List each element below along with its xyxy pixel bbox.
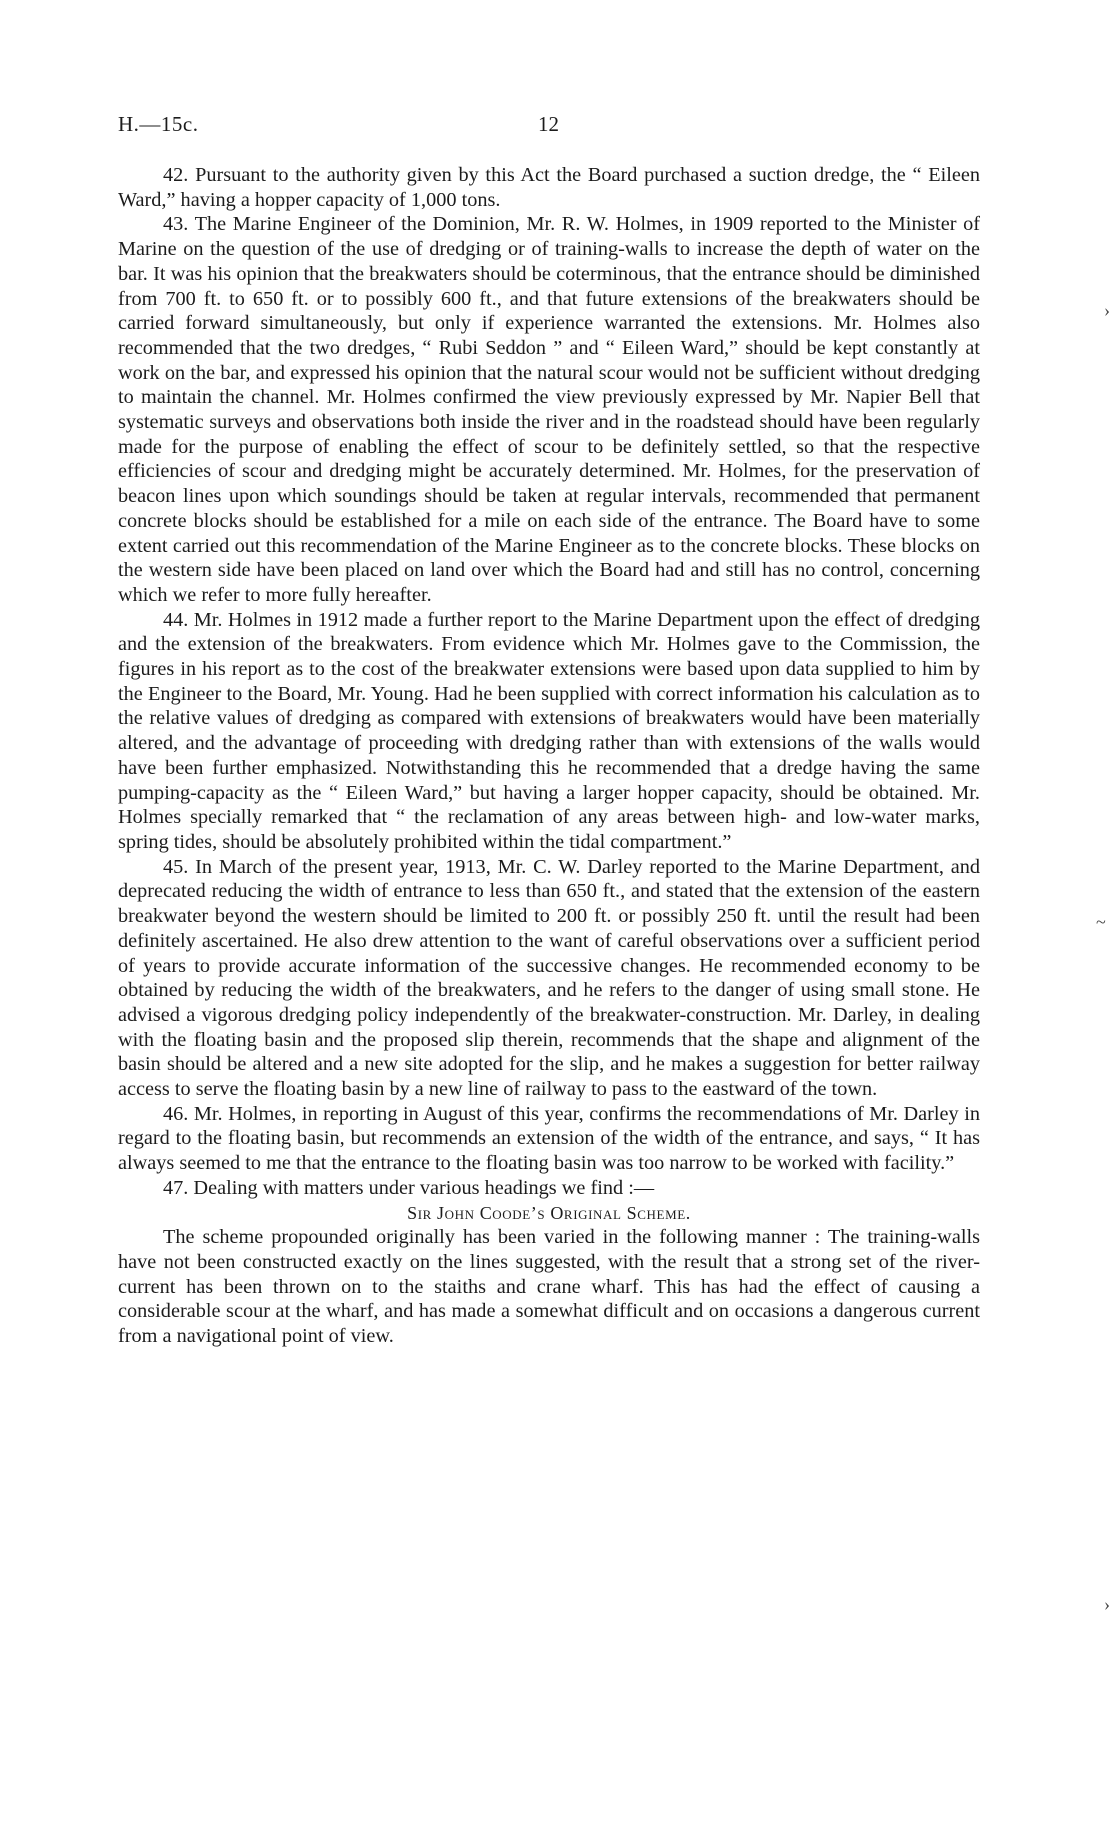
- margin-mark: ›: [1104, 300, 1110, 320]
- body-text: [118, 163, 980, 1349]
- document-reference: H.—15c.: [118, 112, 199, 136]
- page-header: [118, 112, 980, 142]
- page-number: 12: [538, 112, 559, 136]
- margin-mark: ›: [1104, 1594, 1110, 1614]
- paragraph-45: 45. In March of the present year, 1913, Mr. C. W. Darley reported to the Marine Department, and deprecated reducing the width of entrance to less than 650 ft., and stated that the extension of the eastern breakwater beyond the western should be limited to 200 ft. or possibly 250 ft. until the result had been definitely ascertained. He also drew attention to the want of careful observations over a sufficient period of years to provide accurate information of the successive changes. He recommended economy to be obtained by reducing the width of the breakwaters, and he refers to the danger of using small stone. He advised a vigorous dredging policy independently of the breakwater-construction. Mr. Darley, in dealing with the floating basin and the proposed slip therein, recommends that the shape and alignment of the basin should be altered and a new site adopted for the slip, and he makes a suggestion for better railway access to serve the floating basin by a new line of railway to pass to the eastward of the town.: [118, 855, 980, 1101]
- paragraph-47: 47. Dealing with matters under various headings we find :—: [163, 1176, 655, 1199]
- section-paragraph: The scheme propounded originally has been varied in the following manner : The training-walls have not been constructed exactly on the lines suggested, with the result that a strong set of the river-current has been thrown on to the staiths and crane wharf. This has had the effect of causing a considerable scour at the wharf, and has made a somewhat difficult and on occasions a dangerous current from a navigational point of view.: [118, 1226, 980, 1348]
- paragraph-44: 44. Mr. Holmes in 1912 made a further report to the Marine Department upon the effect of dredging and the extension of the breakwaters. From evidence which Mr. Holmes gave to the Commission, the figures in his report as to the cost of the breakwater extensions were based upon data supplied to him by the Engineer to the Board, Mr. Young. Had he been supplied with correct information his calculation as to the relative values of dredging as compared with extensions of breakwaters would have been materially altered, and the advantage of proceeding with dredging rather than with extensions of the walls would have been further emphasized. Notwithstanding this he recommended that a dredge having the same pumping-capacity as the “ Eileen Ward,” but having a larger hopper capacity, should be obtained. Mr. Holmes specially remarked that “ the reclamation of any areas between high- and low-water marks, spring tides, should be absolutely prohibited within the tidal compartment.”: [118, 608, 980, 853]
- section-heading: Sir John Coode’s Original Scheme.: [407, 1202, 691, 1223]
- paragraph-46: 46. Mr. Holmes, in reporting in August of this year, confirms the recommendations of Mr. Darley in regard to the floating basin, but recommends an extension of the width of the entrance, and says, “ It has always seemed to me that the entrance to the floating basin was too narrow to be worked with facility.”: [118, 1102, 980, 1175]
- paragraph-43: 43. The Marine Engineer of the Dominion, Mr. R. W. Holmes, in 1909 reported to the Minister of Marine on the question of the use of dredging or of training-walls to increase the depth of water on the bar. It was his opinion that the breakwaters should be coterminous, that the entrance should be diminished from 700 ft. to 650 ft. or to possibly 600 ft., and that future extensions of the breakwaters should be carried forward simultaneously, but only if experience warranted the extensions. Mr. Holmes also recommended that the two dredges, “ Rubi Seddon ” and “ Eileen Ward,” should be kept constantly at work on the bar, and expressed his opinion that the natural scour would not be sufficient without dredging to maintain the channel. Mr. Holmes confirmed the view previously expressed by Mr. Napier Bell that systematic surveys and observations both inside the river and in the roadstead should have been regularly made for the purpose of enabling the effect of scour to be definitely settled, so that the respective efficiencies of scour and dredging might be accurately determined. Mr. Holmes, for the preservation of beacon lines upon which soundings should be taken at regular intervals, recommended that permanent concrete blocks should be established for a mile on each side of the entrance. The Board have to some extent carried out this recommendation of the Marine Engineer as to the concrete blocks. These blocks on the western side have been placed on land over which the Board had and still has no control, concerning which we refer to more fully hereafter.: [118, 213, 980, 606]
- paragraph-42: 42. Pursuant to the authority given by this Act the Board purchased a suction dredge, the “ Eileen Ward,” having a hopper capacity of 1,000 tons.: [118, 164, 980, 211]
- margin-mark: ~: [1096, 912, 1106, 932]
